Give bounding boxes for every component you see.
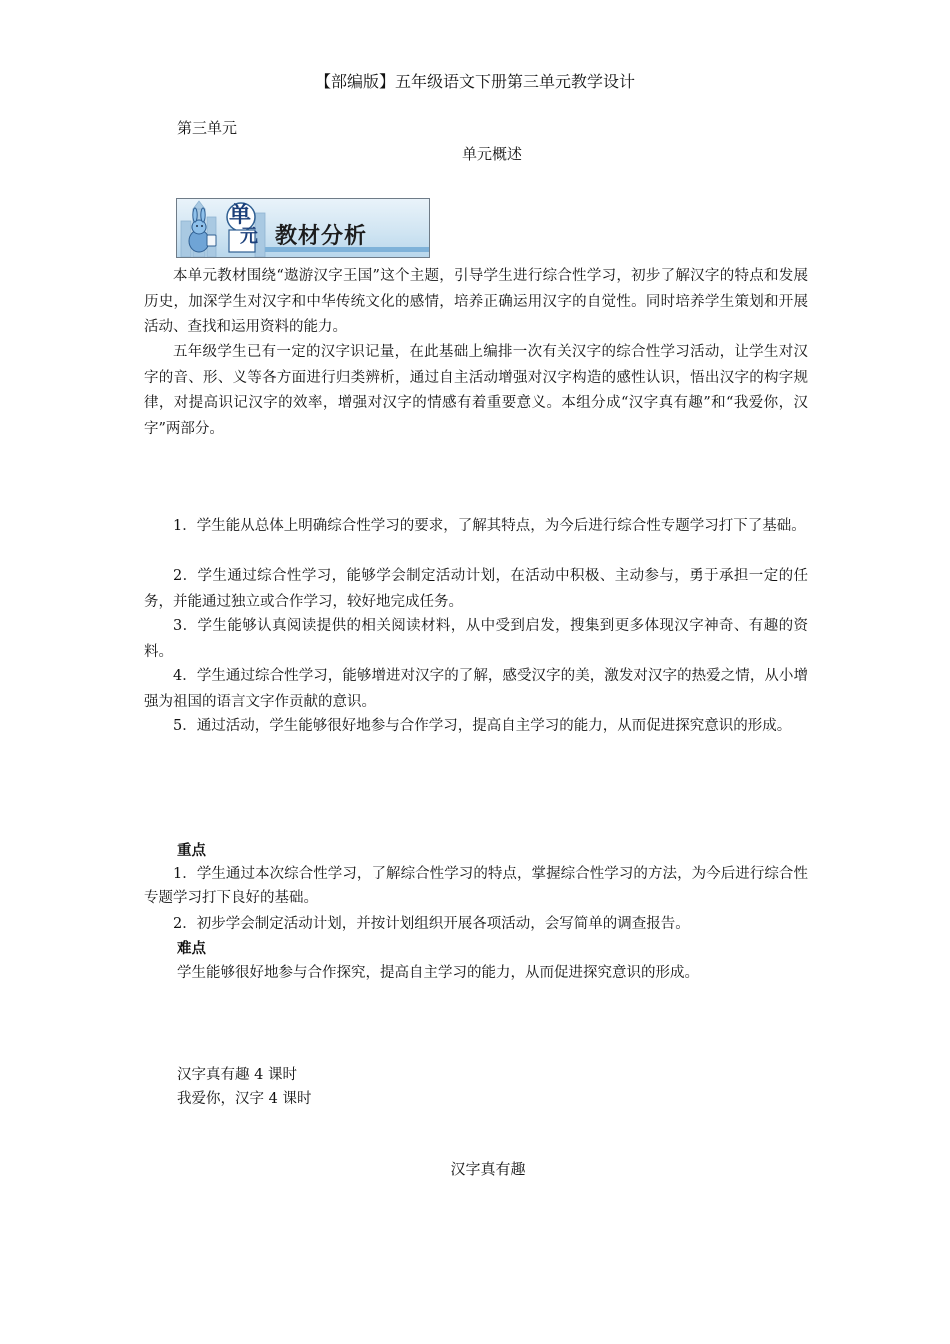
analysis-paragraph-2: 五年级学生已有一定的汉字识记量，在此基础上编排一次有关汉字的综合性学习活动，让学生对汉字的音、形、义等各方面进行归类辨析，通过自主活动增强对汉字构造的感性认识，悟出汉字的构字规律，对提高识记汉字的效率，增强对汉字的情感有着重要意义。本组分成“汉字真有趣”和“我爱你，汉字”两部分。: [144, 344, 808, 437]
analysis-paragraph-1: 本单元教材围绕“遨游汉字王国”这个主题，引导学生进行综合性学习，初步了解汉字的特点和发展历史，加深学生对汉字和中华传统文化的感情，培养正确运用汉字的自觉性。同时培养学生策划和开展活动、查找和运用资料的能力。: [144, 268, 808, 335]
section-subtitle: 汉字真有趣: [450, 1160, 526, 1178]
difficult-points-text: 学生能够很好地参与合作探究，提高自主学习的能力，从而促进探究意识的形成。: [177, 965, 699, 981]
schedule-item-1: 汉字真有趣 4 课时: [177, 1067, 297, 1083]
banner-char-unit: 单: [228, 203, 251, 228]
schedule-item-2: 我爱你，汉字 4 课时: [177, 1091, 312, 1107]
goal-item-5: 5．通过活动，学生能够很好地参与合作学习，提高自主学习的能力，从而促进探究意识的形成。: [173, 718, 792, 734]
document-title: 【部编版】五年级语文下册第三单元教学设计: [314, 72, 635, 91]
textbook-analysis-banner: [176, 198, 430, 258]
difficult-points-heading: 难点: [177, 941, 206, 957]
goal-item-4: 4．学生通过综合性学习，能够增进对汉字的了解，感受汉字的美，激发对汉字的热爱之情，从小增强为祖国的语言文字作贡献的意识。: [144, 668, 808, 710]
banner-title: 教材分析: [275, 224, 368, 249]
key-point-item-2: 2．初步学会制定活动计划，并按计划组织开展各项活动，会写简单的调查报告。: [173, 916, 690, 932]
goal-item-3: 3．学生能够认真阅读提供的相关阅读材料，从中受到启发，搜集到更多体现汉字神奇、有趣的资料。: [144, 618, 808, 660]
banner-char-yuan: 元: [240, 226, 258, 247]
overview-heading: 单元概述: [461, 145, 522, 163]
goal-item-2: 2．学生通过综合性学习，能够学会制定活动计划，在活动中积极、主动参与，勇于承担一定的任务，并能通过独立或合作学习，较好地完成任务。: [144, 568, 808, 610]
unit-label: 第三单元: [177, 119, 238, 137]
goal-item-1: 1．学生能从总体上明确综合性学习的要求，了解其特点，为今后进行综合性专题学习打下了基础。: [173, 518, 806, 534]
key-point-item-1: 1．学生通过本次综合性学习，了解综合性学习的特点，掌握综合性学习的方法，为今后进行综合性专题学习打下良好的基础。: [144, 866, 808, 906]
key-points-heading: 重点: [177, 843, 206, 859]
